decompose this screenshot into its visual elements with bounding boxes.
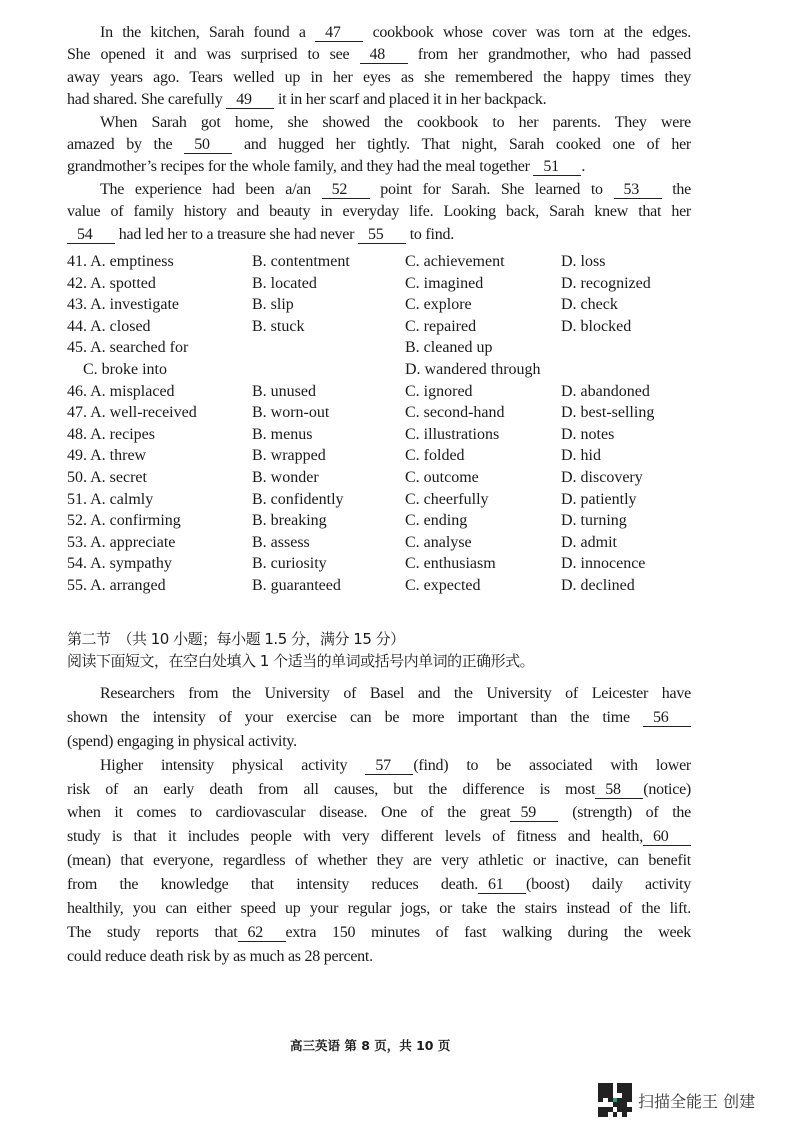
option-D: D. turning — [561, 512, 627, 530]
text: (strength) of the — [558, 804, 691, 822]
text: from her grandmother, who had passed — [407, 46, 692, 64]
option-D: D. loss — [561, 253, 606, 270]
options-list — [67, 251, 707, 597]
blank-54: 54 — [67, 226, 115, 244]
watermark — [598, 1083, 755, 1117]
section-instruction: 阅读下面短文，在空白处填入 1 个适当的单词或括号内单词的正确形式。 — [67, 652, 535, 670]
option-B: B. guaranteed — [252, 576, 341, 594]
option-C: C. explore — [405, 296, 472, 314]
option-C: C. cheerfully — [405, 490, 489, 508]
option-B: B. unused — [252, 382, 316, 400]
option-A: 55. A. arranged — [67, 576, 166, 594]
blank-60: 60 — [643, 828, 691, 846]
blank-61: 61 — [478, 876, 526, 894]
text: it in her scarf and placed it in her backpack. — [274, 91, 547, 109]
option-C: C. second-hand — [405, 404, 505, 422]
option-B: B. located — [252, 274, 317, 292]
option-D: D. innocence — [561, 555, 646, 573]
option-row — [67, 359, 707, 381]
text-line — [67, 224, 691, 246]
option-B: B. confidently — [252, 490, 344, 508]
blank-49: 49 — [226, 91, 274, 109]
paragraph — [67, 22, 691, 112]
option-C: C. achievement — [405, 253, 505, 270]
paragraph — [67, 754, 691, 969]
text: to find. — [405, 225, 454, 243]
text: The study reports that — [67, 923, 238, 941]
text: amazed by the — [67, 135, 185, 153]
option-D: D. patiently — [561, 490, 637, 508]
option-B: B. breaking — [252, 512, 327, 530]
text-line — [67, 44, 691, 66]
text: away years ago. Tears welled up in her eyes as she remembered the happy times they — [67, 68, 691, 86]
option-row — [67, 532, 707, 554]
text-line — [67, 778, 691, 802]
cloze-passage — [67, 22, 691, 246]
option-C: C. repaired — [405, 317, 477, 335]
text: when it comes to cardiovascular disease. One of the great — [67, 804, 511, 822]
option-row — [67, 381, 707, 403]
option-row — [67, 467, 707, 489]
blank-55: 55 — [358, 226, 406, 244]
text: risk of an early death from all causes, but the difference is most — [67, 780, 596, 798]
option-row — [67, 575, 707, 597]
paragraph — [67, 112, 691, 179]
text: (spend) engaging in physical activity. — [67, 732, 297, 750]
option-row — [67, 510, 707, 532]
option-A: 43. A. investigate — [67, 296, 179, 314]
option-row — [67, 251, 707, 273]
option-D: D. notes — [561, 425, 615, 443]
page-footer: 高三英语 第 8 页，共 10 页 — [290, 1038, 451, 1053]
text: had led her to a treasure she had never — [115, 225, 358, 243]
text-line — [67, 179, 691, 201]
text: When Sarah got home, she showed the cookbook to her parents. They were — [100, 113, 691, 131]
text-line — [67, 682, 691, 706]
option-A: 48. A. recipes — [67, 425, 155, 443]
option-A: 49. A. threw — [67, 447, 147, 465]
option-row — [67, 337, 707, 359]
option-A: 44. A. closed — [67, 317, 151, 335]
text: could reduce death risk by as much as 28 percent. — [67, 947, 373, 965]
text-line — [67, 873, 691, 897]
text-line — [67, 706, 691, 730]
section-heading: 第二节 （共 10 小题；每小题 1.5 分，满分 15 分） — [67, 630, 405, 648]
option-B: B. curiosity — [252, 555, 327, 573]
text-line — [67, 945, 691, 969]
blank-56: 56 — [643, 709, 691, 727]
option-A: 41. A. emptiness — [67, 253, 174, 270]
text: In the kitchen, Sarah found a — [100, 24, 316, 41]
option-A: 47. A. well-received — [67, 404, 197, 422]
text: grandmother’s recipes for the whole family, and they had the meal together — [67, 158, 534, 176]
option-C: B. cleaned up — [405, 339, 493, 357]
option-B: B. stuck — [252, 317, 305, 335]
option-D: D. declined — [561, 576, 635, 594]
option-A: 52. A. confirming — [67, 512, 181, 530]
text: (mean) that everyone, regardless of whether they are very athletic or inactive, can benefit — [67, 852, 691, 870]
option-C: C. analyse — [405, 533, 472, 551]
option-row — [67, 273, 707, 295]
option-C: C. ending — [405, 512, 468, 530]
option-C: C. imagined — [405, 274, 484, 292]
option-A: C. broke into — [67, 360, 167, 378]
text: extra 150 minutes of fast walking during the week — [285, 923, 692, 941]
text-line — [67, 112, 691, 134]
text: value of family history and beauty in everyday life. Looking back, Sarah knew that her — [67, 203, 691, 221]
option-D: D. discovery — [561, 468, 643, 486]
text: and hugged her tightly. That night, Sarah cooked one of her — [232, 135, 691, 153]
option-row — [67, 445, 707, 467]
text-line — [67, 156, 691, 178]
option-D: D. best-selling — [561, 404, 655, 422]
text: from the knowledge that intensity reduces death. — [67, 876, 478, 894]
blank-51: 51 — [533, 158, 581, 176]
option-D: D. recognized — [561, 274, 651, 292]
blank-48: 48 — [360, 46, 408, 64]
option-D: D. admit — [561, 533, 617, 551]
text: the — [661, 180, 692, 198]
blank-59: 59 — [510, 804, 558, 822]
option-C: C. ignored — [405, 382, 473, 400]
option-C: C. outcome — [405, 468, 479, 486]
text: (boost) daily activity — [526, 876, 691, 894]
option-C: D. wandered through — [405, 360, 541, 378]
qr-code-icon — [598, 1083, 632, 1117]
option-B: B. worn-out — [252, 404, 330, 422]
text: (notice) — [643, 780, 691, 798]
text-line — [67, 67, 691, 89]
option-B: B. assess — [252, 533, 310, 551]
text-line — [67, 801, 691, 825]
option-row — [67, 553, 707, 575]
text: healthily, you can either speed up your regular jogs, or take the stairs instead of the lift. — [67, 900, 691, 918]
option-D: D. hid — [561, 447, 601, 465]
text-line — [67, 754, 691, 778]
blank-58: 58 — [595, 781, 643, 799]
text: Higher intensity physical activity — [100, 756, 366, 774]
option-C: C. folded — [405, 447, 465, 465]
text-line — [67, 134, 691, 156]
blank-62: 62 — [238, 924, 286, 942]
option-A: 53. A. appreciate — [67, 533, 176, 551]
text-line — [67, 921, 691, 945]
blank-52: 52 — [322, 181, 370, 199]
text-line — [67, 89, 691, 111]
option-D: D. check — [561, 296, 618, 314]
option-B: B. menus — [252, 425, 313, 443]
watermark-text: 扫描全能王 创建 — [638, 1091, 756, 1111]
option-C: C. enthusiasm — [405, 555, 496, 573]
option-B: B. contentment — [252, 253, 350, 270]
option-row — [67, 424, 707, 446]
text-line — [67, 201, 691, 223]
option-D: D. blocked — [561, 317, 632, 335]
blank-53: 53 — [614, 181, 662, 199]
option-C: C. expected — [405, 576, 481, 594]
text-line — [67, 849, 691, 873]
text-line — [67, 730, 691, 754]
blank-50: 50 — [184, 136, 232, 154]
option-A: 46. A. misplaced — [67, 382, 175, 400]
text: point for Sarah. She learned to — [369, 180, 614, 198]
paragraph — [67, 682, 691, 754]
option-A: 42. A. spotted — [67, 274, 156, 292]
option-A: 54. A. sympathy — [67, 555, 172, 573]
option-B: B. wonder — [252, 468, 319, 486]
text: She opened it and was surprised to see — [67, 46, 360, 64]
option-row — [67, 294, 707, 316]
text-line — [67, 22, 691, 44]
option-C: C. illustrations — [405, 425, 500, 443]
text: Researchers from the University of Basel and the University of Leicester have — [100, 685, 691, 702]
text: cookbook whose cover was torn at the edges. — [363, 24, 691, 41]
option-D: D. abandoned — [561, 382, 650, 400]
option-B: B. slip — [252, 296, 294, 314]
paragraph — [67, 179, 691, 246]
option-row — [67, 402, 707, 424]
text: study is that it includes people with very different levels of fitness and health, — [67, 828, 643, 846]
grammar-passage — [67, 682, 691, 969]
text: The experience had been a/an — [100, 180, 322, 198]
text: shown the intensity of your exercise can be more important than the time — [67, 708, 643, 726]
option-A: 45. A. searched for — [67, 339, 189, 357]
option-row — [67, 489, 707, 511]
text-line — [67, 897, 691, 921]
option-B: B. wrapped — [252, 447, 326, 465]
text: . — [581, 158, 586, 176]
text-line — [67, 825, 691, 849]
option-row — [67, 316, 707, 338]
text: (find) to be associated with lower — [413, 756, 691, 774]
blank-57: 57 — [365, 757, 413, 775]
option-A: 50. A. secret — [67, 468, 147, 486]
blank-47: 47 — [315, 24, 363, 42]
option-A: 51. A. calmly — [67, 490, 154, 508]
text: had shared. She carefully — [67, 91, 227, 109]
